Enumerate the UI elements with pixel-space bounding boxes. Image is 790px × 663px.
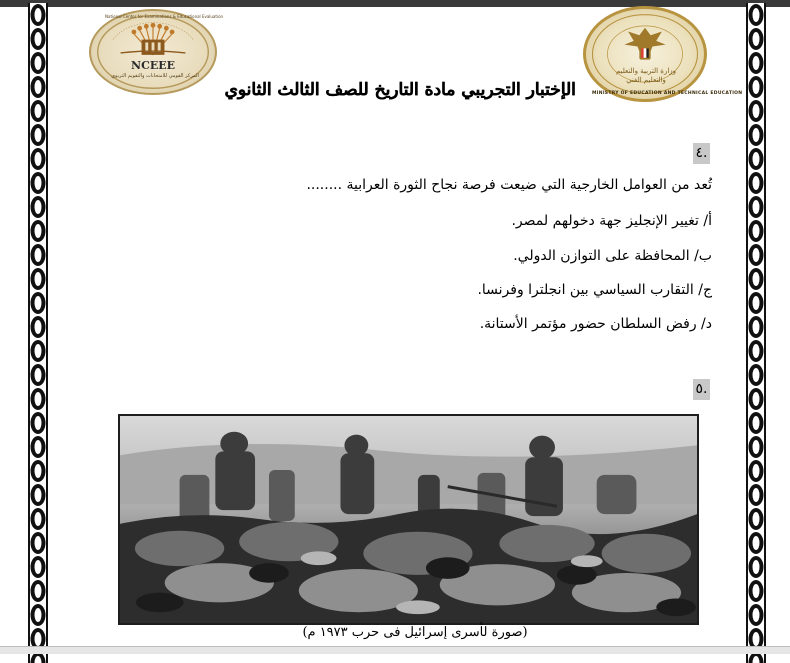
nceee-acronym: NCEEE: [131, 59, 175, 72]
chain-border-pattern-right: [746, 3, 766, 663]
question-4-option-a[interactable]: أ/ تغيير الإنجليز جهة دخولهم لمصر.: [511, 213, 712, 229]
nceee-logo-art: [91, 11, 224, 93]
left-chain-border: [28, 7, 48, 646]
prisoners-photo-art: [120, 416, 697, 623]
right-chain-border: [746, 7, 766, 646]
window-top-bar: [0, 0, 790, 7]
question-4-option-c[interactable]: ج/ التقارب السياسي بين انجلترا وفرنسا.: [477, 282, 712, 298]
question-4-option-d[interactable]: د/ رفض السلطان حضور مؤتمر الأستانة.: [479, 316, 712, 332]
question-5-photo-caption: (صورة لأسرى إسرائيل فى حرب ١٩٧٣ م): [302, 625, 528, 640]
window-bottom-bar: [0, 646, 790, 654]
question-5-photo: [118, 414, 699, 625]
question-4-stem: تُعد من العوامل الخارجية التي ضيعت فرصة نجاح الثورة العرابية ........: [306, 177, 712, 193]
question-4-number: ٤.: [693, 143, 710, 164]
question-4-option-b[interactable]: ب/ المحافظة على التوازن الدولي.: [513, 248, 712, 264]
ministry-arabic-text: وزارة التربية والتعليم والتعليم الفني: [615, 67, 677, 84]
question-5-number: ٥.: [693, 379, 710, 400]
ministry-ring-text: MINISTRY OF EDUCATION AND TECHNICAL EDUCATION: [592, 91, 743, 96]
ministry-eagle-logo: [583, 6, 743, 102]
nceee-logo: [89, 9, 224, 95]
nceee-arabic-text: المركز القومي للامتحانات والتقويم التربوي: [111, 73, 199, 79]
ministry-logo-art: [586, 9, 743, 99]
chain-border-pattern-left: [28, 3, 48, 663]
nceee-ring-text: National Center for Examinations & Educational Evaluation: [105, 14, 224, 19]
page-title: الإختبار التجريبي مادة التاريخ للصف الثالث الثانوي: [224, 80, 576, 100]
